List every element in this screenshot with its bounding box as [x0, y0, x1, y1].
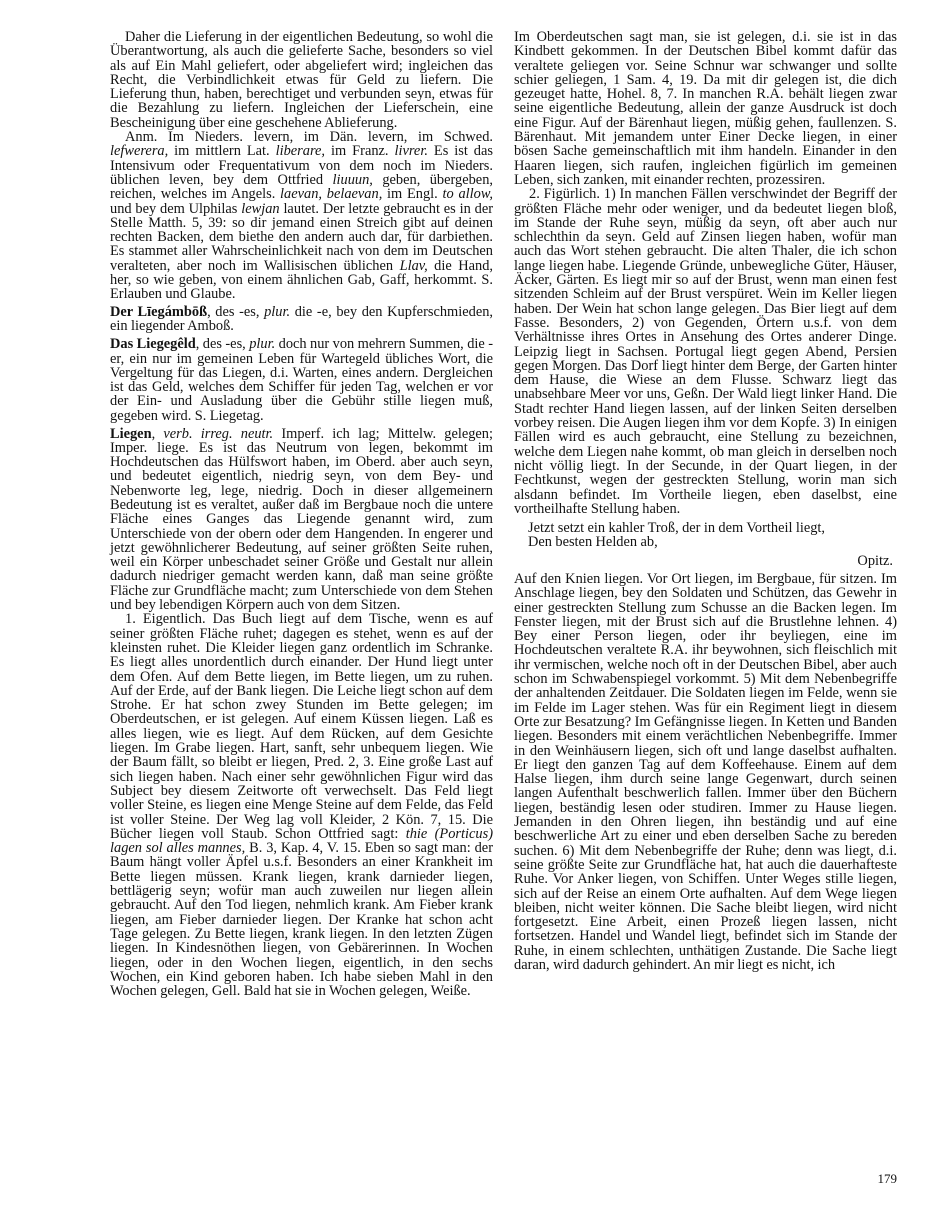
italic-text-run: liberare,: [275, 143, 326, 160]
text-run: Auf den Knien liegen. Vor Ort liegen, im Bergbaue, für sitzen. Im Anschlage liegen, bey den Soldaten und Schützen, das Gewehr in einer gestreckten Stellung zum Schusse an die Backen legen. Im Fenster liegen, mit der Brust sich auf die Brustlehne lehnen. 4) Bey einer Person liegen, oder ihr beyliegen, eine im Hochdeutschen veraltete R.A. ihr beywohnen, sich fleischlich mit ihr vermischen, welche noch oft in der Deutschen Bibel, aber auch schon im Schwabenspiegel vorkommt. 5) Mit dem Nebenbegriffe der anhaltenden Zeitdauer. Die Soldaten liegen im Felde, wenn sie im Felde im Lager stehen. Was für ein Regiment liegt in diesem Orte zur Besatzung? Im Gefängnisse liegen. In Ketten und Banden liegen. Besonders mit einem verächtlichen Nebenbegriffe. Immer in den Weinhäusern liegen, sich oft und lange daselbst aufhalten. Er liegt den ganzen Tag auf dem Koffeehause. Einem auf dem Halse liegen, ihm durch seine lange Gegenwart, durch seinen langen Aufenthalt beschwerlich fallen. Immer über den Büchern liegen, beständig lesen oder studiren. Immer zu Hause liegen. Jemanden in den Ohren liegen, ihn beständig und auf eine beschwerliche Art zu einer und eben derselben Sache zu bereden suchen. 6) Mit dem Nebenbegriffe der Ruhe; denn was liegt, d.i. seine größte Seite zur Grundfläche hat, hat auch die dauerhafteste Ruhe. Vor Anker liegen, von Schiffen. Unter Weges stille liegen, sich auf der Reise an einem Orte aufhalten. Auf dem Wege liegen bleiben, nicht weiter können. Die Sache bleibt liegen, wird nicht fortgesetzt. Eine Arbeit, einen Prozeß liegen lassen, nicht fortsetzen. Handel und Wandel liegt, befindet sich im Stande der Ruhe, in einem schlechten, unthätigen Zustande. Die Sache liegt daran, wird dadurch gehindert. An mir liegt es nicht, ich: [514, 570, 897, 973]
italic-text-run: verb. irreg. neutr.: [163, 425, 274, 442]
verse-line: [514, 535, 897, 549]
text-run: ,: [151, 425, 164, 442]
text-run: doch nur von mehrern Summen, die -er, ein nur im gemeinen Leben für Wartegeld übliches Wort, die Vergeltung für das Liegen, d.i. Warten, eines andern. Dergleichen ist das Geld, welches dem Schiffer für jeden Tag, welchen er vor der Ein- und Ausladung über die Gebühr stille liegen muß, gegeben wird. S. Liegetag.: [110, 336, 493, 424]
text-run: Daher die Lieferung in der eigentlichen Bedeutung, so wohl die Überantwortung, als auch die gelieferte Sache, besonders so viel als auf Ein Mahl geliefert, oder abgeliefert wird; ingleichen das Recht, die Verbindlichkeit etwas für Geld zu liefern. Die Lieferung thun, haben, berechtiget und verbunden seyn, etwas für die Bezahlung zu liefern. Ingleichen der Lieferschein, eine Bescheinigung über eine geschehene Ablieferung.: [110, 29, 493, 131]
italic-text-run: lefwerera,: [110, 143, 169, 160]
italic-text-run: Llav,: [399, 257, 428, 274]
text-run: geben, übergeben, reichen, welches im Angels.: [110, 171, 493, 203]
dictionary-entry: [110, 305, 493, 334]
text-run: die -e, bey den Kupferschmieden, ein liegender Amboß.: [110, 304, 493, 335]
text-run: , des -es,: [207, 304, 265, 321]
text-run: 2. Figürlich. 1) In manchen Fällen verschwindet der Begriff der größten Fläche mehr oder weniger, und da bedeutet liegen bloß, im Stande der Ruhe seyn, müßig da seyn, oft aber auch nur schlechthin da seyn. Geld auf Zinsen liegen haben, wofür man auch das Wort stehen gebraucht. Die alten Thaler, die ich schon lange liegen habe. Liegende Gründe, unbewegliche Güter, Häuser, Äcker, Gärten. Es liegt mir so auf der Brust, wenn man einen fest sitzenden Schleim auf der Brust verspüret. Wein im Keller liegen haben. Der Wein hat schon lange gelegen. Das Bier liegt auf dem Fasse. Besonders, 2) von Gegenden, Örtern u.s.f. von dem Verhältnisse ihres Ortes in Ansehung des Ortes anderer Dinge. Leipzig liegt in Sachsen. Portugal liegt gegen Abend, Persien gegen Morgen. Das Dorf liegt hinter dem Berge, der Garten hinter dem Hause, die Wiese an dem Flusse. Schwarz liegt das unabsehbare Meer vor uns, Geßn. Der Wald liegt linker Hand. Die Stadt rechter Hand liegen lassen, auf der linken Seiten derselben vorbey reisen. Die Augen liegen ihm vor dem Kopfe. 3) In einigen Fällen wird es auch gebraucht, eine Stellung zu bezeichnen, welche dem Liegen nahe kommt, ob man gleich in derselben noch nicht völlig liegt. In der Secunde, in der Quart liegen, in der Fechtkunst, wegen der gestreckten Stellung, worin man sich alsdann befindet. Im Vortheile liegen, eben daselbst, eine vortheilhafte Stellung haben.: [514, 186, 897, 517]
paragraph: [110, 612, 493, 998]
italic-text-run: to allow,: [442, 186, 493, 203]
headword-text: Der Līegámbōß: [110, 304, 208, 321]
headword-text: Liegen: [110, 425, 152, 442]
dictionary-entry: [110, 427, 493, 613]
text-run: Anm. Im Nieders. levern, im Dän. levern, im Schwed.: [125, 129, 493, 146]
text-run: B. 3, Kap. 4, V. 15. Eben so sagt man: der Baum hängt voller Äpfel u.s.f. Besonders an einer Krankheit im Bette liegen müssen. Krank liegen, krank darnieder liegen, bettlägerig seyn; wofür man auch zuweilen nur liegen allein gebraucht. Auf den Tod liegen, nehmlich krank. Am Fieber krank liegen, am Fieber darnieder liegen. Der Kranke hat schon acht Tage gelegen. Zu Bette liegen, krank liegen. In den letzten Zügen liegen. In Kindesnöthen liegen, von Gebärerinnen. In Wochen liegen, oder in den Wochen liegen, eigentlich, in den sechs Wochen, ein Kind geboren haben. Ich habe sieben Mahl in den Wochen gelegen, Gell. Bald hat sie in Wochen gelegen, Weiße.: [110, 840, 493, 1000]
italic-text-run: plur.: [264, 304, 291, 321]
text-run: 1. Eigentlich. Das Buch liegt auf dem Tische, wenn es auf seiner größten Fläche ruhet; dagegen es stehet, wenn es auf der kleinsten ruhet. Die Kleider liegen ganz ordentlich im Schranke. Es liegt alles unordentlich durch einander. Der Hund liegt unter dem Ofen. Auf dem Bette liegen, im Bette liegen, um zu ruhen. Auf der Erde, auf der Bank liegen. Die Leiche liegt schon auf dem Strohe. Er hat schon zwey Stunden im Bette gelegen; im Oberdeutschen, er ist gelegen. Auf einem Küssen liegen. Laß es alles liegen, wie es liegt. Auf dem Rücken, auf dem Gesichte liegen. Im Grabe liegen. Hart, sanft, sehr unbequem liegen. Wie der Baum fällt, so bleibt er liegen, Pred. 2, 3. Eine große Last auf sich liegen haben. Nach einer sehr gewöhnlichen Figur wird das Subject bey diesem Zeitworte oft verwechselt. Das Feld liegt voller Steine, es liegen eine Menge Steine auf dem Felde, das Feld ist voller Steine. Der Weg lag voll Kleider, 2 Kön. 7, 15. Die Bücher liegen voll Staub. Schon Ottfried sagt:: [110, 611, 493, 842]
paragraph: [514, 30, 897, 187]
paragraph: [110, 130, 493, 302]
italic-text-run: lewjan: [241, 200, 280, 217]
text-column-left: [110, 30, 493, 998]
verse-attribution: [514, 554, 897, 568]
text-run: Jetzt setzt ein kahler Troß, der in dem Vortheil liegt,: [528, 520, 826, 537]
text-run: Im Oberdeutschen sagt man, sie ist gelegen, d.i. sie ist in das Kindbett gekommen. In der Deutschen Bibel kommt dafür das veraltete geliegen vor. Seine Schnur war schwanger und sollte schier geliegen, 1 Sam. 4, 19. Da mit dir gelegen ist, die dich gezeuget hatte, Hohel. 8, 7. In manchen R.A. behält liegen zwar seine eigentliche Bedeutung, allein der ganze Ausdruck ist doch eine Figur. Auf der Bärenhaut liegen, müßig gehen, faullenzen. S. Bärenhaut. Mit jemandem unter Einer Decke liegen, in einer bösen Sache gemeinschaftlich mit ihm handeln. Einander in den Haaren liegen, sich raufen, ingleichen figürlich im gemeinen Leben, sich zanken, mit einander rechten, prozessiren.: [514, 29, 897, 188]
text-run: lautet. Der letzte gebraucht es in der Stelle Matth. 5, 39: so dir jemand einen Streich gibt auf deinen rechten Backen, dem biethe den andern auch dar, für darbiethen. Es stammet aller Wahrscheinlichkeit nach von dem im Deutschen veralteten, aber noch im Wallisischen üblichen: [110, 200, 493, 274]
paragraph: [110, 30, 493, 130]
headword-text: Das Liegegêld: [110, 336, 196, 353]
italic-text-run: liuuun,: [332, 171, 373, 188]
dictionary-entry: [110, 337, 493, 423]
two-column-text-layout: [110, 30, 897, 998]
italic-text-run: thie (Porticus) lagen sol alles mannes,: [110, 825, 493, 857]
page-number: 179: [877, 1171, 897, 1186]
text-run: , des -es,: [195, 336, 250, 353]
paragraph: [514, 572, 897, 972]
text-run: Imperf. ich lag; Mittelw. gelegen; Imper. liege. Es ist das Neutrum von legen, bekommt im Hochdeutschen das Hülfswort haben, im Oberd. aber auch seyn, und bedeutet eigentlich, niedrig seyn, von dem Bey- und Nebenworte leg, lege, niedrig. Doch in dieser allgemeinern Bedeutung ist es veraltet, außer daß im Bergbaue noch die untere Fläche eines Ganges das Liegende genannt wird, zum Unterschiede von der obern oder dem Hangenden. In engerer und jetzt gewöhnlicherer Bedeutung, auf seiner größten Seite ruhen, weil ein Körper unbeschadet seiner Größe und Gestalt nur allein dadurch niedriger gemacht werden kann, daß man seine größte Fläche zur Grundfläche macht; zum Unterschiede von dem Stehen und bey lebendigen Körpern auch von dem Sitzen.: [110, 425, 494, 614]
italic-text-run: laevan, belaevan,: [280, 186, 383, 203]
text-run: im mittlern Lat.: [168, 143, 276, 160]
text-column-right: [514, 30, 897, 998]
text-run: im Franz.: [325, 143, 395, 160]
italic-text-run: livrer.: [394, 143, 428, 160]
text-run: Es ist das Intensivum oder Frequentativum von dem noch im Nieders. üblichen leven, bey dem Ottfried: [110, 143, 493, 188]
text-run: die Hand, her, so wie geben, von einem ähnlichen Gab, Gaff, herkommt. S. Erlauben und Glaube.: [110, 257, 493, 303]
text-run: im Engl.: [382, 186, 443, 203]
italic-text-run: plur.: [249, 336, 276, 353]
verse-line: [514, 521, 897, 535]
text-run: und bey dem Ulphilas: [110, 200, 242, 217]
text-run: Den besten Helden ab,: [528, 534, 658, 551]
paragraph: [514, 187, 897, 516]
text-run: Opitz.: [857, 552, 893, 569]
